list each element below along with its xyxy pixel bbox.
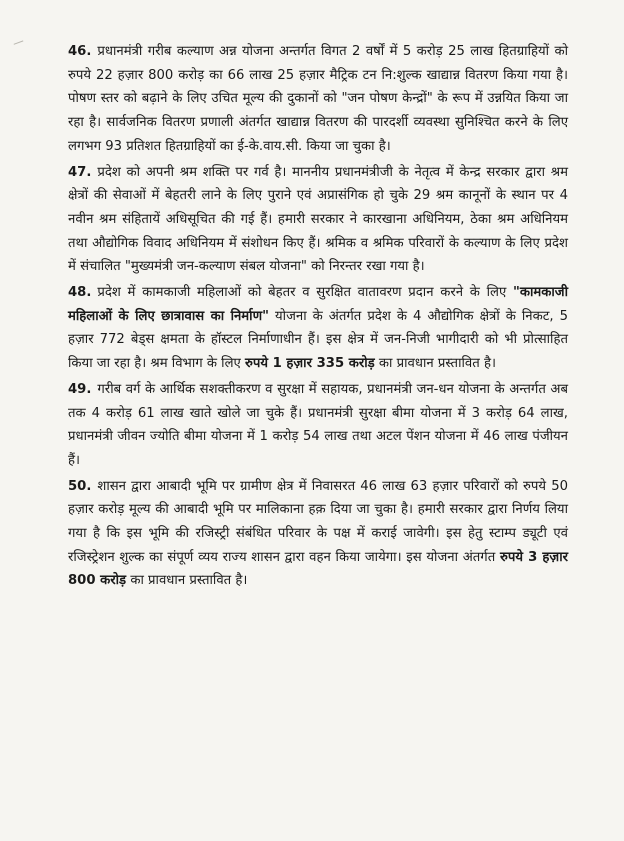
paragraph-48: [68, 281, 568, 376]
paragraph-text: गरीब वर्ग के आर्थिक सशक्तीकरण व सुरक्षा में सहायक, प्रधानमंत्री जन-धन योजना के अन्तर्गत अब तक 4 करोड़ 61 लाख खाते खोले जा चुके हैं। प्रधानमंत्री सुरक्षा बीमा योजना में 3 करोड़ 64 लाख, प्रधानमंत्री जीवन ज्योति बीमा योजना में 1 करोड़ 54 लाख तथा अटल पेंशन योजना में 46 लाख पंजीयन हैं।: [68, 381, 568, 468]
paragraph-text: शासन द्वारा आबादी भूमि पर ग्रामीण क्षेत्र में निवासरत 46 लाख 63 हज़ार परिवारों को रुपये 50 हज़ार करोड़ मूल्य की आबादी भूमि पर मालिकाना हक़ दिया जा चुका है। हमारी सरकार द्वारा निर्णय लिया गया है कि इस भूमि की रजिस्ट्री संबंधित परिवार के पक्ष में कराई जावेगी। इस हेतु स्टाम्प ड्यूटी एवं रजिस्ट्रेशन शुल्क का संपूर्ण व्यय राज्य शासन द्वारा वहन किया जायेगा। इस योजना अंतर्गत: [68, 478, 568, 565]
paragraph-47: [68, 161, 568, 280]
paragraph-49: [68, 378, 568, 473]
paragraph-50: [68, 475, 568, 594]
paragraph-number: 46.: [68, 44, 92, 59]
paragraph-text: का प्रावधान प्रस्तावित है।: [126, 573, 248, 589]
paragraph-number: 48.: [68, 285, 92, 301]
budget-amount-bold: रुपये 3 हज़ार 800 करोड़: [68, 549, 569, 589]
paragraph-text: प्रदेश को अपनी श्रम शक्ति पर गर्व है। माननीय प्रधानमंत्रीजी के नेतृत्व में केन्द्र सरकार द्वारा श्रम क्षेत्रों की सेवाओं में बेहतरी लाने के लिए पुराने एवं अप्रासंगिक हो चुके 29 श्रम कानूनों के स्थान पर 4 नवीन श्रम संहितायें अधिसूचित की गई हैं। हमारी सरकार ने कारखाना अधिनियम, ठेका श्रम अधिनियम तथा औद्योगिक विवाद अधिनियम में संशोधन किए हैं। श्रमिक व श्रमिक परिवारों के कल्याण के लिए प्रदेश में संचालित "मुख्यमंत्री जन-कल्याण संबल योजना" को निरन्तर रखा गया है।: [68, 164, 568, 275]
paragraph-text: योजना के अंतर्गत प्रदेश के 4 औद्योगिक क्षेत्रों के निकट, 5 हज़ार 772 बेड्स क्षमता के हॉस्टल निर्माणाधीन हैं। इस क्षेत्र में जन-निजी भागीदारी को भी प्रोत्साहित किया जा रहा है। श्रम विभाग के लिए: [68, 308, 569, 372]
scan-mark: [14, 40, 25, 47]
paragraph-46: [68, 40, 568, 159]
scheme-name-bold: "कामकाजी महिलाओं के लिए छात्रावास का निर्माण": [68, 285, 568, 324]
paragraph-text: प्रदेश में कामकाजी महिलाओं को बेहतर व सुरक्षित वातावरण प्रदान करने के लिए: [97, 285, 513, 301]
paragraph-number: 50.: [68, 478, 92, 494]
paragraph-number: 47.: [68, 164, 92, 180]
paragraph-text: प्रधानमंत्री गरीब कल्याण अन्न योजना अन्तर्गत विगत 2 वर्षों में 5 करोड़ 25 लाख हितग्राहियों को रुपये 22 हज़ार 800 करोड़ का 66 लाख 25 हज़ार मैट्रिक टन नि:शुल्क खाद्यान्न वितरण किया गया है। पोषण स्तर को बढ़ाने के लिए उचित मूल्य की दुकानों को "जन पोषण केन्द्रों" के रूप में उन्नयित किया जा रहा है। सार्वजनिक वितरण प्रणाली अंतर्गत खाद्यान्न वितरण की पारदर्शी व्यवस्था सुनिश्चित करने के लिए लगभग 93 प्रतिशत हितग्राहियों का ई-के.वाय.सी. किया जा चुका है।: [68, 44, 568, 154]
budget-amount-bold: रुपये 1 हज़ार 335 करोड़: [245, 356, 375, 372]
paragraph-number: 49.: [68, 381, 92, 397]
paragraph-text: का प्रावधान प्रस्तावित है।: [374, 356, 496, 372]
document-body: [68, 40, 568, 595]
